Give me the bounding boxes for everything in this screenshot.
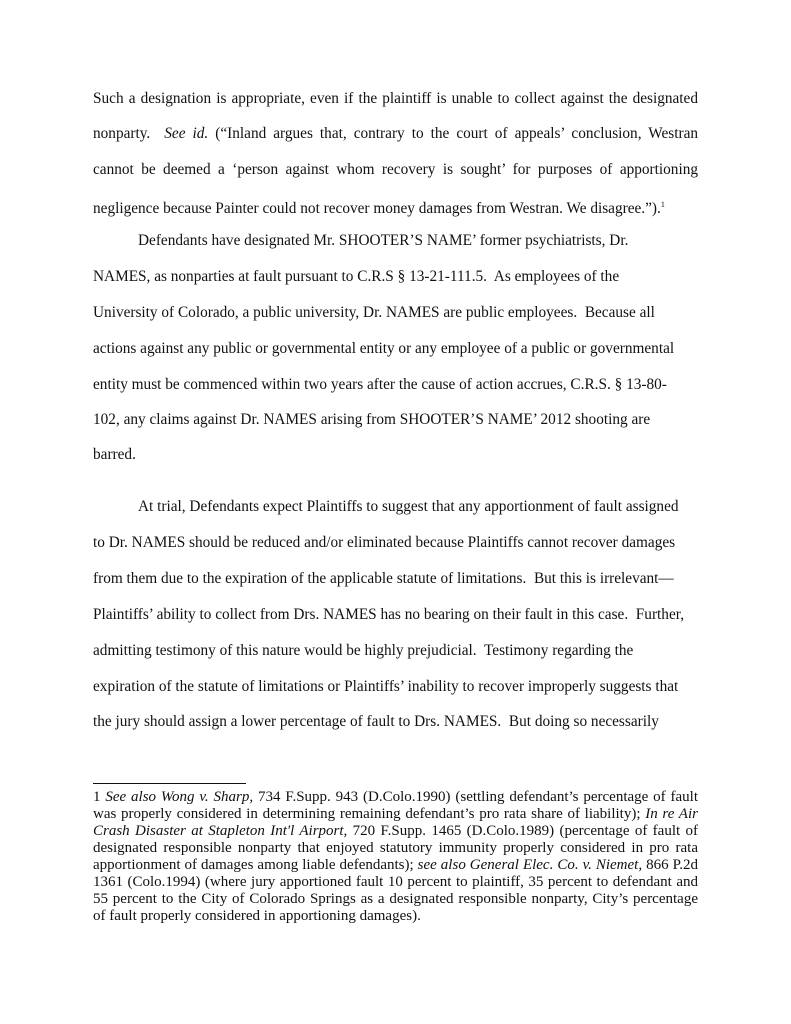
footnote-citation-3: see also General Elec. Co. v. Niemet, (417, 857, 643, 873)
paragraph-3-line-1: At trial, Defendants expect Plaintiffs to suggest that any apportionment of fault assigned (138, 498, 679, 515)
paragraph-2-line-7: barred. (93, 446, 136, 463)
paragraph-1-line-3: cannot be deemed a ‘person against whom recovery is sought’ for purposes of apportioning (93, 161, 698, 178)
paragraph-1-line-1: Such a designation is appropriate, even if the plaintiff is unable to collect against the designated (93, 90, 698, 107)
paragraph-3-line-3: from them due to the expiration of the applicable statute of limitations. But this is irrelevant— (93, 570, 674, 587)
footnote-text-1: 734 F.Supp. 943 (D.Colo.1990) (settling defendant’s percentage of fault was properly considered in determining remaining defendant’s pro rata share of liability); (93, 789, 699, 822)
footnote-text-3: 866 P.2d 1361 (Colo.1994) (where jury apportioned fault 10 percent to plaintiff, 35 percent to defendant and 55 percent to the City of Colorado Springs as a designated responsible nonparty, City’s percentage of fault properly considered in apportioning damages). (93, 857, 698, 924)
footnote-reference: 1 (660, 200, 665, 209)
footnote-separator (93, 783, 246, 784)
paragraph-3-line-2: to Dr. NAMES should be reduced and/or eliminated because Plaintiffs cannot recover damages (93, 534, 676, 551)
footnote-1 (93, 789, 698, 925)
footnote-citation-1: See also Wong v. Sharp, (105, 789, 254, 805)
paragraph-3-line-6: expiration of the statute of limitations or Plaintiffs’ inability to recover improperly suggests that (93, 678, 679, 695)
citation-signal: See id. (164, 125, 209, 142)
text-run: nonparty. (93, 125, 165, 142)
paragraph-2-line-4: actions against any public or governmental entity or any employee of a public or governmental (93, 340, 675, 357)
footnote-citation-2: In re Air Crash Disaster at Stapleton Int'l Airport, (93, 806, 698, 839)
footnote-text-2: 720 F.Supp. 1465 (D.Colo.1989) (percentage of fault of designated responsible nonparty that enjoyed statutory immunity properly considered in pro rata apportionment of damages among liable defendants); (93, 823, 698, 873)
text-run: negligence because Painter could not recover money damages from Westran. We disagree.”). (93, 200, 661, 217)
paragraph-2-line-2: NAMES, as nonparties at fault pursuant to C.R.S § 13-21-111.5. As employees of the (93, 268, 620, 285)
paragraph-3-line-4: Plaintiffs’ ability to collect from Drs. NAMES has no bearing on their fault in this case. Further, (93, 606, 685, 623)
paragraph-1-line-2 (93, 125, 698, 143)
paragraph-1-line-4 (93, 196, 665, 218)
paragraph-2-line-1: Defendants have designated Mr. SHOOTER’S NAME’ former psychiatrists, Dr. (138, 232, 629, 249)
paragraph-2-line-6: 102, any claims against Dr. NAMES arising from SHOOTER’S NAME’ 2012 shooting are (93, 411, 651, 428)
paragraph-3-line-5: admitting testimony of this nature would be highly prejudicial. Testimony regarding the (93, 642, 634, 659)
paragraph-2-line-5: entity must be commenced within two years after the cause of action accrues, C.R.S. § 13-80- (93, 376, 667, 393)
paragraph-2-line-3: University of Colorado, a public university, Dr. NAMES are public employees. Because all (93, 304, 655, 321)
footnote-number: 1 (93, 789, 101, 805)
paragraph-3-line-7: the jury should assign a lower percentage of fault to Drs. NAMES. But doing so necessarily (93, 713, 659, 730)
text-run: (“Inland argues that, contrary to the court of appeals’ conclusion, Westran (208, 125, 699, 142)
